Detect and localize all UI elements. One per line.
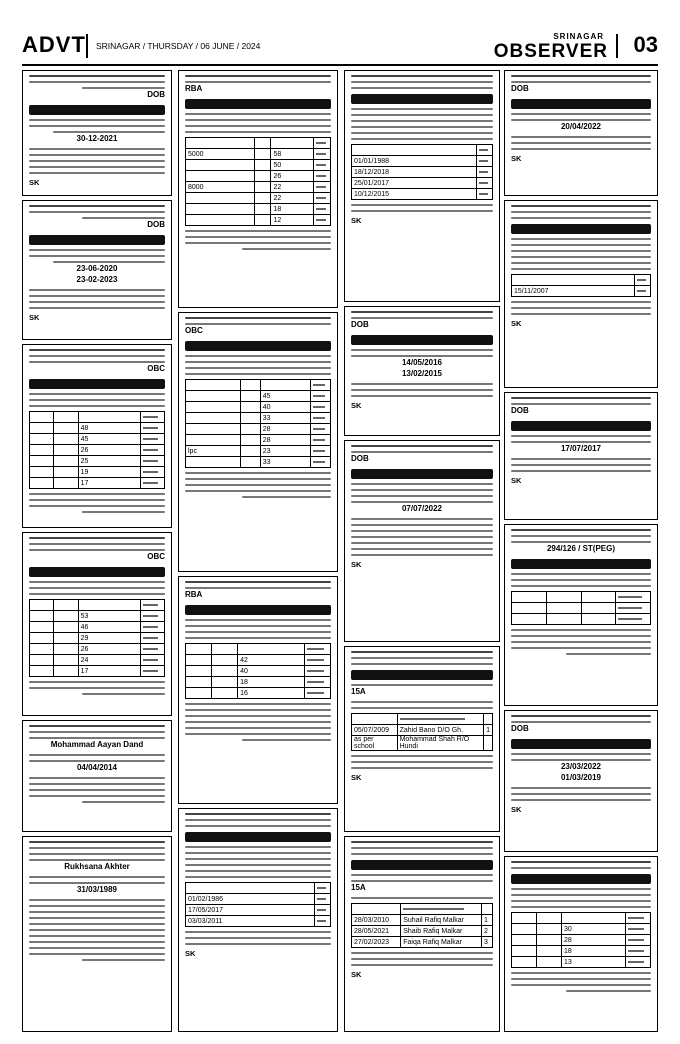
- dob-label: DOB: [511, 406, 529, 415]
- dob-label: DOB: [351, 454, 369, 463]
- notice-headline: [511, 99, 651, 109]
- sk-signature: SK: [511, 154, 522, 163]
- notice-headline: [511, 739, 651, 749]
- sk-signature: SK: [511, 319, 522, 328]
- notice-box: [22, 344, 172, 528]
- family-table: 5000 58 50 26 8000 22 22 18 12: [185, 137, 331, 226]
- notice-box: [22, 836, 172, 1032]
- notice-headline: [185, 832, 331, 842]
- notice-headline: [351, 335, 493, 345]
- notice-box: [178, 576, 338, 804]
- notice-headline: [351, 860, 493, 870]
- sk-signature: SK: [185, 949, 196, 958]
- sk-signature: SK: [511, 476, 522, 485]
- category-code: RBA: [185, 84, 203, 93]
- sk-signature: SK: [351, 560, 362, 569]
- notice-box: [22, 70, 172, 196]
- sk-signature: SK: [29, 178, 40, 187]
- section-code: 15A: [351, 687, 366, 696]
- dates-table: 01/01/1988 18/12/2018 25/01/2017 10/12/2015: [351, 144, 493, 200]
- notice-box: [344, 440, 500, 642]
- date-text: 01/03/2019: [560, 773, 602, 782]
- sk-signature: SK: [511, 805, 522, 814]
- notice-headline: [29, 235, 165, 245]
- sk-signature: SK: [351, 216, 362, 225]
- notice-box: [344, 836, 500, 1032]
- notice-headline: [351, 469, 493, 479]
- page-number: 03: [633, 32, 658, 57]
- notice-headline: [185, 605, 331, 615]
- dob-label: DOB: [511, 724, 529, 733]
- dob-label: DOB: [511, 84, 529, 93]
- column-2: [178, 70, 338, 1030]
- notice-box: [504, 70, 658, 196]
- date-text: 30-12-2021: [76, 134, 118, 143]
- family-table: 30 28 18 13: [511, 912, 651, 968]
- family-table: 45 40 33 28 28 lpc 23 33: [185, 379, 331, 468]
- notice-box: [504, 710, 658, 852]
- dob-label: DOB: [147, 220, 165, 229]
- date-text: 17/07/2017: [560, 444, 602, 453]
- notice-box: [504, 392, 658, 520]
- column-3: [344, 70, 500, 1030]
- person-name: Rukhsana Akhter: [64, 862, 130, 871]
- dates-table: 15/11/2007: [511, 274, 651, 297]
- notice-headline: [511, 421, 651, 431]
- person-name: Mohammad Aayan Dand: [50, 740, 144, 749]
- notice-box: [178, 70, 338, 308]
- notice-box: [344, 70, 500, 302]
- header-divider: [616, 34, 618, 58]
- column-1: [22, 70, 172, 1030]
- notice-headline: [511, 559, 651, 569]
- category-code: OBC: [147, 552, 165, 561]
- notice-headline: [511, 224, 651, 234]
- category-code: OBC: [147, 364, 165, 373]
- date-text: 23-06-2020: [76, 264, 118, 273]
- dob-label: DOB: [351, 320, 369, 329]
- notice-box: [178, 808, 338, 1032]
- sk-signature: SK: [351, 401, 362, 410]
- notice-headline: [185, 99, 331, 109]
- dateline: SRINAGAR / THURSDAY / 06 JUNE / 2024: [96, 41, 261, 51]
- notice-box: [344, 646, 500, 832]
- notice-box: [22, 720, 172, 832]
- sk-signature: SK: [351, 970, 362, 979]
- date-text: 14/05/2016: [401, 358, 443, 367]
- reference-code: 294/126 / ST(PEG): [546, 544, 616, 553]
- notice-box: [504, 524, 658, 706]
- sk-signature: SK: [29, 313, 40, 322]
- brand-logo: OBSERVER: [493, 41, 608, 62]
- family-table: 53 46 29 26 24 17: [29, 599, 165, 677]
- applicant-table: 05/07/2009 Zahid Bano D/O Gh. 1 as per school Mohammad Shah R/O Hundi: [351, 713, 493, 751]
- brand-city: SRINAGAR: [553, 32, 604, 41]
- notice-box: [344, 306, 500, 436]
- date-text: 07/07/2022: [401, 504, 443, 513]
- notice-box: [504, 856, 658, 1032]
- column-4: [504, 70, 658, 1030]
- category-code: RBA: [185, 590, 203, 599]
- notice-headline: [29, 567, 165, 577]
- notice-box: [22, 532, 172, 716]
- dob-label: DOB: [147, 90, 165, 99]
- sk-signature: SK: [351, 773, 362, 782]
- notice-headline: [29, 105, 165, 115]
- date-text: 20/04/2022: [560, 122, 602, 131]
- section-label: ADVT: [22, 32, 86, 57]
- date-text: 23-02-2023: [76, 275, 118, 284]
- date-text: 23/03/2022: [560, 762, 602, 771]
- notice-box: [22, 200, 172, 340]
- date-text: 13/02/2015: [401, 369, 443, 378]
- date-text: 04/04/2014: [76, 763, 118, 772]
- header-divider: [86, 34, 88, 58]
- notice-headline: [351, 94, 493, 104]
- notice-box: [178, 312, 338, 572]
- category-code: OBC: [185, 326, 203, 335]
- family-table: 42 40 18 16: [185, 643, 331, 699]
- notice-headline: [351, 670, 493, 680]
- notice-headline: [29, 379, 165, 389]
- dates-table: 01/02/1986 17/05/2017 03/03/2011: [185, 882, 331, 927]
- family-table: 48 45 26 25 19 17: [29, 411, 165, 489]
- notice-box: [504, 200, 658, 388]
- notice-headline: [511, 874, 651, 884]
- section-code: 15A: [351, 883, 366, 892]
- applicant-table: 28/03/2010 Suhail Rafiq Malkar 1 28/05/2021 Shaib Rafiq Malkar 2 27/02/2023 Faiqa Rafiq Malkar 3: [351, 903, 493, 948]
- notice-headline: [185, 341, 331, 351]
- family-table: [511, 591, 651, 625]
- date-text: 31/03/1989: [76, 885, 118, 894]
- page-header: [22, 30, 658, 66]
